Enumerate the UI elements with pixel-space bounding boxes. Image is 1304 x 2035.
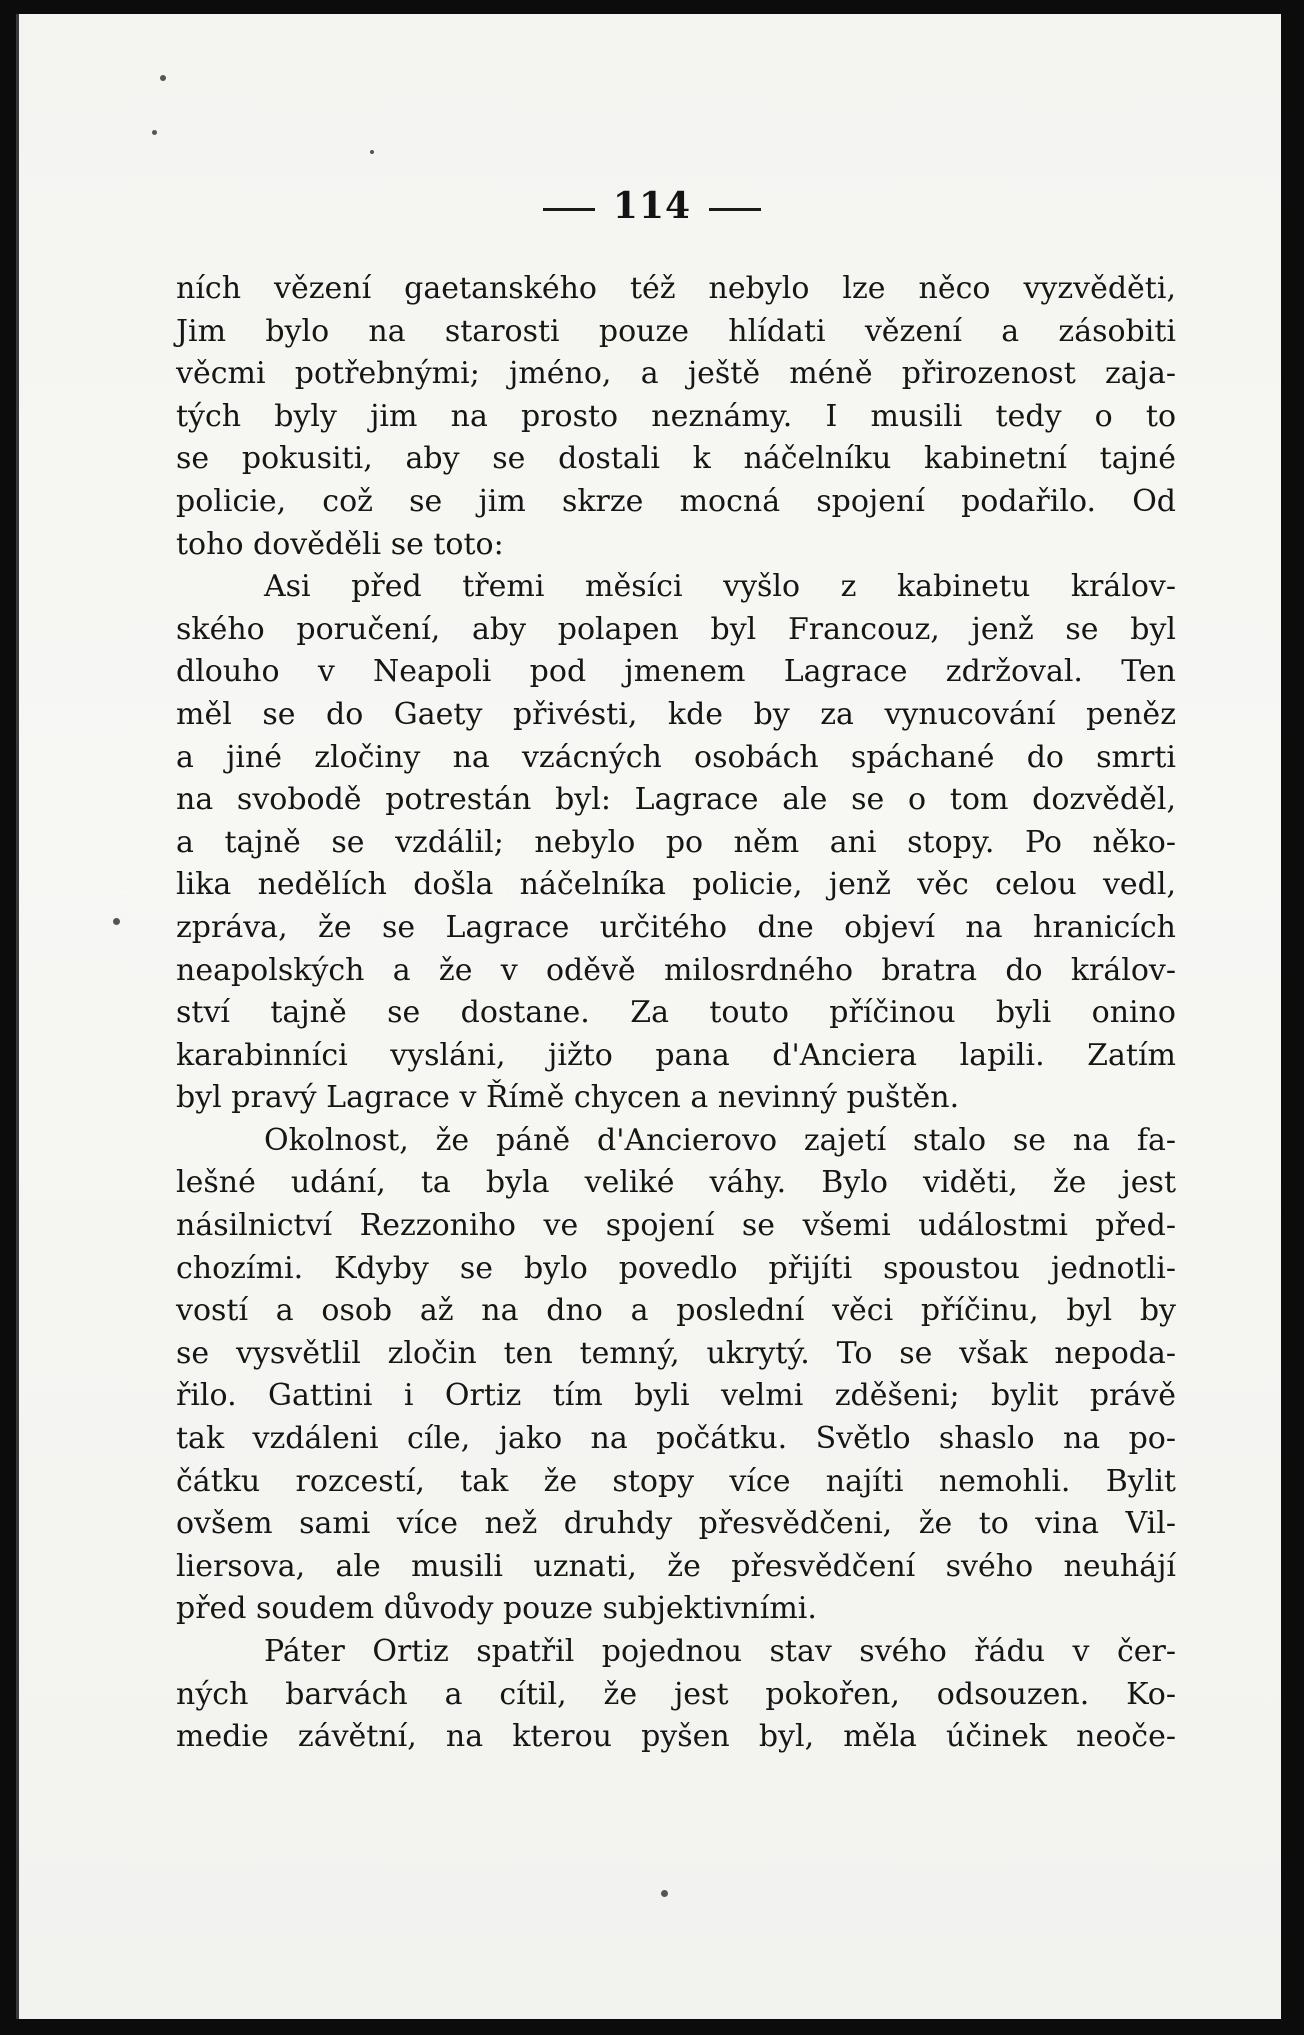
text-line: karabinníci vysláni, jižto pana d'Anciera lapili. Zatím (176, 1037, 1176, 1073)
text-line: násilnictví Rezzoniho ve spojení se všemi událostmi před- (176, 1208, 1176, 1244)
text-line: a jiné zločiny na vzácných osobách spáchané do smrti (176, 739, 1176, 775)
text-line: měl se do Gaety přivésti, kde by za vynucování peněz (176, 696, 1176, 732)
text-line: lika nedělích došla náčelníka policie, jenž věc celou vedl, (176, 867, 1176, 903)
text-line: ovšem sami více než druhdy přesvědčeni, že to vina Vil- (176, 1506, 1176, 1542)
page-number-dash-left (543, 208, 595, 211)
paper-speck (661, 1890, 668, 1897)
page-number (0, 185, 1304, 227)
text-line: ních vězení gaetanského též nebylo lze něco vyzvěděti, (176, 271, 1176, 306)
text-line: dlouho v Neapoli pod jmenem Lagrace zdržoval. Ten (176, 654, 1176, 690)
text-line: neapolských a že v oděvě milosrdného bratra do králov- (176, 952, 1176, 988)
text-line: ského poručení, aby polapen byl Francouz, jenž se byl (176, 611, 1176, 647)
text-line: čátku rozcestí, tak že stopy více najíti nemohli. Bylit (176, 1463, 1176, 1499)
text-line: medie závětní, na kterou pyšen byl, měla účinek neoče- (176, 1719, 1176, 1755)
text-line: tých byly jim na prosto neznámy. I musili tedy o to (176, 398, 1176, 434)
page-number-dash-right (709, 208, 761, 211)
text-line: chozími. Kdyby se bylo povedlo přijíti spoustou jednotli- (176, 1250, 1176, 1286)
paper-speck (113, 918, 120, 925)
text-line: Jim bylo na starosti pouze hlídati vězení a zásobiti (176, 313, 1176, 349)
text-line: policie, což se jim skrze mocná spojení podařilo. Od (176, 483, 1176, 519)
text-line: toho dověděli se toto: (176, 526, 504, 562)
text-line: a tajně se vzdálil; nebylo po něm ani stopy. Po něko- (176, 824, 1176, 860)
paragraph-start-line: Okolnost, že páně d'Ancierovo zajetí stalo se na fa- (264, 1122, 1176, 1158)
text-line: se vysvětlil zločin ten temný, ukrytý. To se však nepoda- (176, 1335, 1176, 1371)
text-line: na svobodě potrestán byl: Lagrace ale se o tom dozvěděl, (176, 782, 1176, 818)
text-line: ných barvách a cítil, že jest pokořen, odsouzen. Ko- (176, 1676, 1176, 1712)
text-line: řilo. Gattini i Ortiz tím byli velmi zděšeni; bylit právě (176, 1378, 1176, 1414)
text-line: ství tajně se dostane. Za touto příčinou byli onino (176, 995, 1176, 1031)
text-line: vostí a osob až na dno a poslední věci příčinu, byl by (176, 1293, 1176, 1329)
text-line: zpráva, že se Lagrace určitého dne objeví na hranicích (176, 909, 1176, 945)
text-line: věcmi potřebnými; jméno, a ještě méně přirozenost zaja- (176, 356, 1176, 392)
page-number-value: 114 (612, 185, 692, 227)
text-line: byl pravý Lagrace v Římě chycen a nevinný puštěn. (176, 1080, 960, 1116)
text-line: tak vzdáleni cíle, jako na počátku. Světlo shaslo na po- (176, 1421, 1176, 1457)
text-line: před soudem důvody pouze subjektivními. (176, 1591, 817, 1627)
text-line: se pokusiti, aby se dostali k náčelníku kabinetní tajné (176, 441, 1176, 477)
paper-speck (370, 150, 374, 154)
body-text (176, 268, 1176, 1759)
text-line: liersova, ale musili uznati, že přesvědčení svého neuhájí (176, 1548, 1176, 1584)
paper-speck (160, 75, 166, 81)
paragraph-start-line: Páter Ortiz spatřil pojednou stav svého řádu v čer- (264, 1634, 1176, 1669)
text-line: lešné udání, ta byla veliké váhy. Bylo viděti, že jest (176, 1165, 1176, 1201)
paper-speck (152, 130, 157, 135)
paragraph-start-line: Asi před třemi měsíci vyšlo z kabinetu králov- (264, 569, 1176, 605)
